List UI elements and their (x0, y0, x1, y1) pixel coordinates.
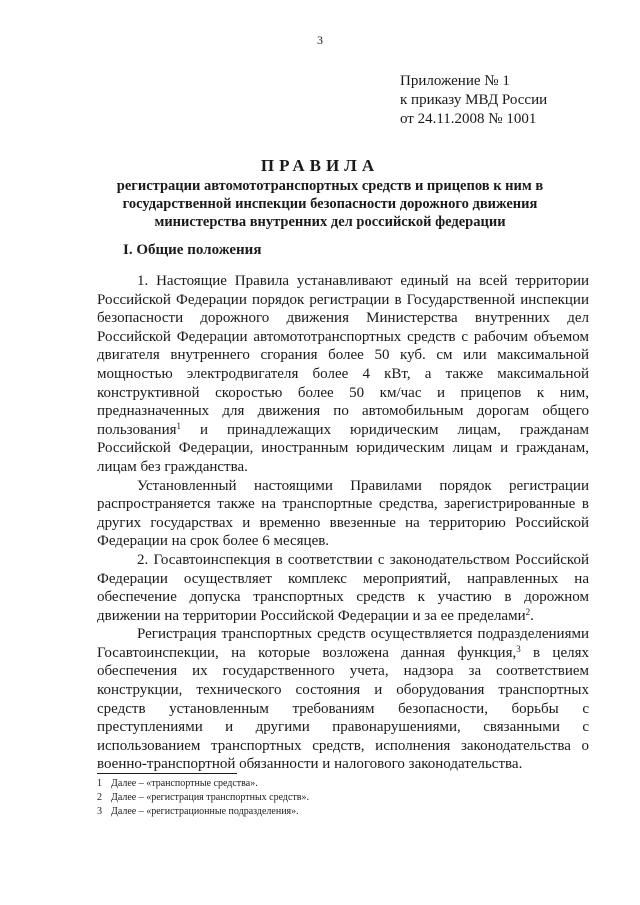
paragraph-text: Регистрация транспортных средств осуществляется подразделениями Госавтоинспекции, на которые возложена данная функция, (97, 626, 589, 661)
footnotes (97, 777, 309, 819)
footnote-ref: 3 (516, 643, 521, 654)
document-title: ПРАВИЛА (260, 156, 380, 175)
paragraph (97, 477, 589, 551)
paragraph-text: 2. Госавтоинспекция в соответствии с законодательством Российской Федерации осуществляет комплекс мероприятий, направленных на обеспечение допуска транспортных средств к участию в дорожном движении на территории Российской Федерации и за ее пределами (97, 551, 589, 624)
footnote-text: Далее – «регистрация транспортных средств». (111, 792, 310, 803)
footnote-mark: 3 (97, 806, 102, 817)
footnote-divider (97, 773, 237, 774)
paragraph-text: . (530, 607, 534, 624)
footnote-ref: 2 (525, 606, 531, 617)
paragraph-text: и принадлежащих юридическим лицам, гражданам Российской Федерации, иностранным юридическим лицам и гражданам, лицам без гражданства. (97, 421, 589, 475)
paragraph (97, 625, 589, 774)
document-subtitle (100, 177, 560, 231)
footnote (97, 777, 309, 791)
appendix-line: от 24.11.2008 № 1001 (400, 111, 537, 127)
paragraph (97, 272, 589, 477)
appendix-reference (400, 72, 547, 129)
footnote-mark: 2 (97, 792, 102, 803)
footnote-mark: 1 (97, 778, 102, 789)
footnote-ref: 1 (176, 420, 181, 431)
footnote-text: Далее – «регистрационные подразделения». (111, 806, 299, 817)
footnote-text: Далее – «транспортные средства». (111, 778, 258, 789)
subtitle-line: регистрации автомототранспортных средств и прицепов к ним в (116, 178, 544, 194)
appendix-line: к приказу МВД России (400, 92, 548, 108)
paragraph-text: Установленный настоящими Правилами порядок регистрации распространяется также на транспортные средства, зарегистрированные в других государствах и временно ввезенные на территорию Российской Федерации на срок более 6 месяцев. (97, 477, 589, 550)
paragraph-text: в целях обеспечения их государственного учета, надзора за соответствием конструкции, технического состояния и оборудования транспортных средств установленным требованиям безопасности, борьбы с преступлениями и другими правонарушениями, связанными с использованием транспортных средств, исполнения законодательства о военно-транспортной обязанности и налогового законодательства. (97, 644, 589, 773)
appendix-line: Приложение № 1 (400, 73, 510, 89)
subtitle-line: государственной инспекции безопасности дорожного движения (122, 196, 538, 212)
page-number: 3 (317, 33, 323, 47)
footnote (97, 805, 309, 819)
subtitle-line: министерства внутренних дел российской федерации (154, 214, 506, 230)
document-body (97, 272, 589, 774)
paragraph-text: 1. Настоящие Правила устанавливают единый на всей территории Российской Федерации порядок регистрации в Государственной инспекции безопасности дорожного движения Министерства внутренних дел Российской Федерации автомототранспортных средств с рабочим объемом двигателя внутреннего сгорания более 50 куб. см или максимальной мощностью электродвигателя более 4 кВт, а также максимальной конструктивной скоростью более 50 км/час и прицепов к ним, предназначенных для движения по автомобильным дорогам общего пользования (97, 273, 589, 438)
paragraph (97, 551, 589, 625)
footnote (97, 791, 309, 805)
section-heading: I. Общие положения (123, 242, 262, 258)
